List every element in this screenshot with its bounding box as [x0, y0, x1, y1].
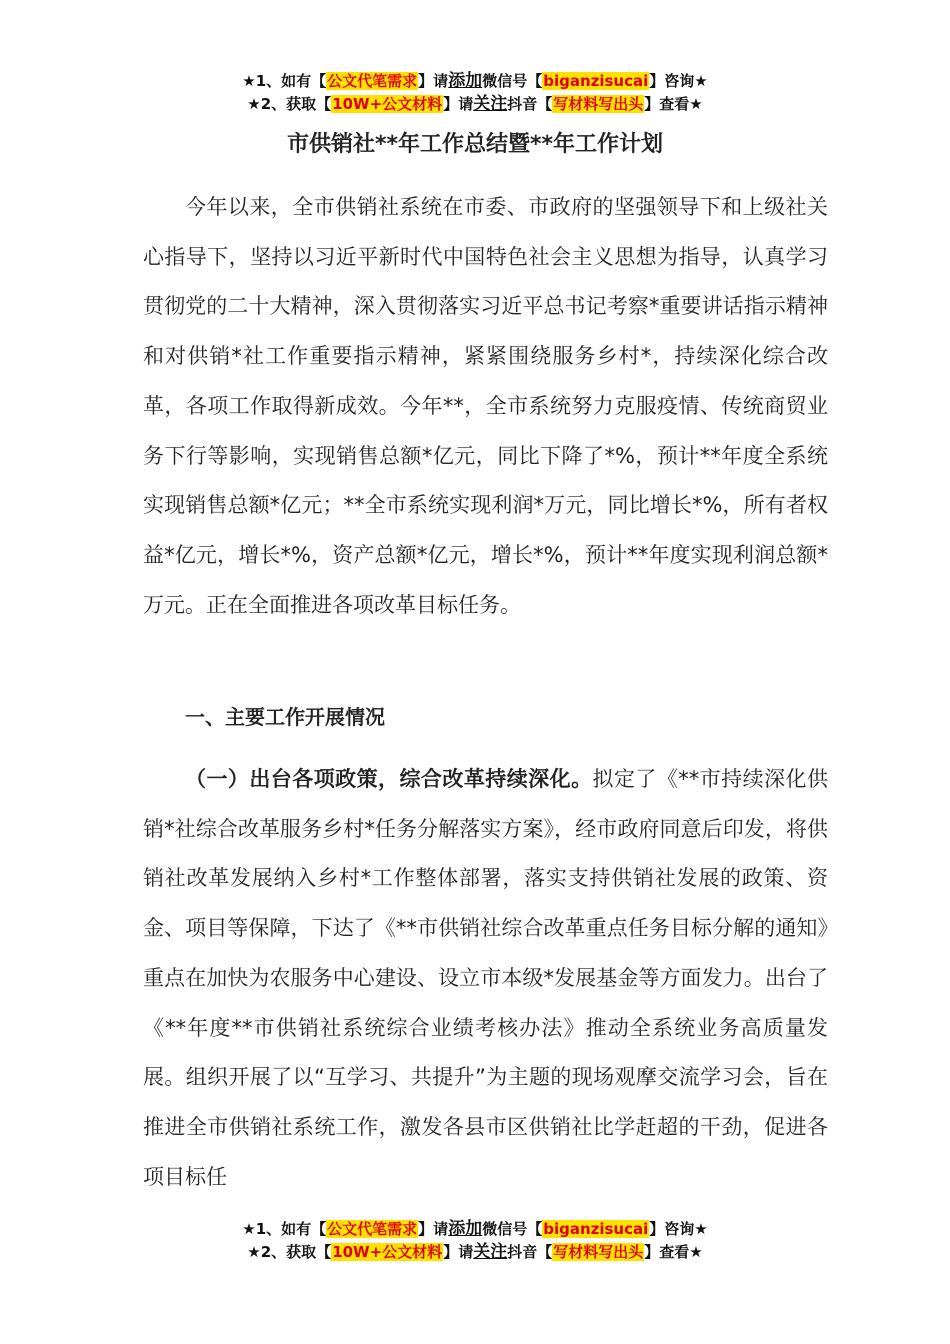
banner-text: 】请 — [443, 95, 474, 113]
banner-text: 】咨询★ — [649, 72, 708, 90]
banner-underline: 关注 — [473, 1242, 508, 1262]
banner-text: 微信号【 — [482, 72, 543, 90]
banner-text: 抖音【 — [507, 95, 553, 113]
banner-underline: 添加 — [448, 1219, 483, 1239]
banner-text: ★1、如有【 — [242, 1220, 327, 1238]
banner-text: 微信号【 — [482, 1220, 543, 1238]
banner-text: 】查看★ — [644, 1243, 703, 1261]
highlight-wechat-id: biganzisucai — [543, 1220, 649, 1238]
banner-text: 】查看★ — [644, 95, 703, 113]
banner-line-1 — [0, 1218, 950, 1241]
highlight-douyin: 写材料写出头 — [553, 1243, 644, 1261]
footer-banner — [0, 1218, 950, 1264]
highlight-materials: 10W+公文材料 — [332, 95, 443, 113]
header-banner — [0, 70, 950, 116]
banner-text: ★1、如有【 — [242, 72, 327, 90]
banner-text: 】请 — [418, 1220, 449, 1238]
banner-text: 抖音【 — [507, 1243, 553, 1261]
highlight-wechat-id: biganzisucai — [543, 72, 649, 90]
highlight-service: 公文代笔需求 — [327, 72, 418, 90]
policy-paragraph — [143, 755, 828, 1202]
banner-line-2 — [0, 93, 950, 116]
document-title: 市供销社**年工作总结暨**年工作计划 — [286, 132, 664, 157]
banner-text: ★2、获取【 — [247, 1243, 332, 1261]
highlight-douyin: 写材料写出头 — [553, 95, 644, 113]
banner-text: 】请 — [443, 1243, 474, 1261]
intro-paragraph: 今年以来，全市供销社系统在市委、市政府的坚强领导下和上级社关心指导下，坚持以习近平新时代中国特色社会主义思想为指导，认真学习贯彻党的二十大精神，深入贯彻落实习近平总书记考察*重要讲话指示精神和对供销*社工作重要指示精神，紧紧围绕服务乡村*，持续深化综合改革，各项工作取得新成效。今年**，全市系统努力克服疫情、传统商贸业务下行等影响，实现销售总额*亿元，同比下降了*%，预计**年度全系统实现销售总额*亿元；**全市系统实现利润*万元，同比增长*%，所有者权益*亿元，增长*%，资产总额*亿元，增长*%，预计**年度实现利润总额*万元。正在全面推进各项改革目标任务。 — [143, 195, 828, 617]
banner-text: 】请 — [418, 72, 449, 90]
banner-underline: 添加 — [448, 71, 483, 91]
banner-text: 】咨询★ — [649, 1220, 708, 1238]
highlight-service: 公文代笔需求 — [327, 1220, 418, 1238]
highlight-materials: 10W+公文材料 — [332, 1243, 443, 1261]
banner-line-2 — [0, 1241, 950, 1264]
banner-underline: 关注 — [473, 94, 508, 114]
banner-line-1 — [0, 70, 950, 93]
paragraph-text: 拟定了《**市持续深化供销*社综合改革服务乡村*任务分解落实方案》，经市政府同意后印发，将供销社改革发展纳入乡村*工作整体部署，落实支持供销社发展的政策、资金、项目等保障，下达了《**市供销社综合改革重点任务目标分解的通知》重点在加快为农服务中心建设、设立市本级*发展基金等方面发力。出台了《**年度**市供销社系统综合业绩考核办法》推动全系统业务高质量发展。组织开展了以“互学习、共提升”为主题的现场观摩交流学习会，旨在推进全市供销社系统工作，激发各县市区供销社比学赶超的干劲，促进各项目标任 — [143, 767, 828, 1189]
paragraph-lead: （一）出台各项政策，综合改革持续深化。 — [185, 767, 593, 791]
section-heading: 一、主要工作开展情况 — [185, 705, 385, 729]
banner-text: ★2、获取【 — [247, 95, 332, 113]
